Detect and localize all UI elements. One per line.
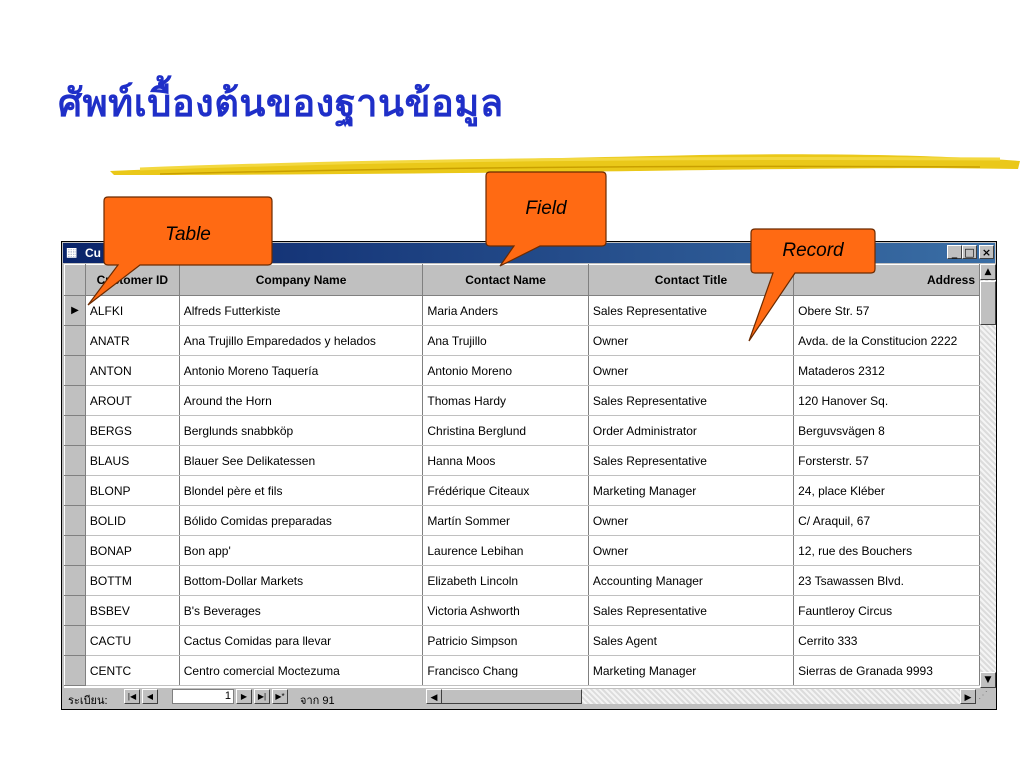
record-label: ระเบียน: bbox=[68, 695, 108, 707]
close-icon[interactable]: × bbox=[979, 245, 994, 259]
slide-title: ศัพท์เบื้องต้นของฐานข้อมูล bbox=[58, 81, 504, 125]
cell-company-name[interactable]: Blauer See Delikatessen bbox=[179, 446, 423, 476]
cell-address[interactable]: 24, place Kléber bbox=[794, 476, 980, 506]
cell-customer-id[interactable]: CACTU bbox=[85, 626, 179, 656]
cell-address[interactable]: Berguvsvägen 8 bbox=[794, 416, 980, 446]
cell-customer-id[interactable]: BLAUS bbox=[85, 446, 179, 476]
column-header-customer-id[interactable]: Customer ID bbox=[85, 265, 179, 296]
record-selector[interactable] bbox=[65, 626, 86, 656]
current-record-input[interactable]: 1 bbox=[172, 689, 234, 704]
cell-contact-name[interactable]: Laurence Lebihan bbox=[423, 536, 589, 566]
restore-icon[interactable]: □ bbox=[962, 245, 977, 259]
cell-contact-name[interactable]: Frédérique Citeaux bbox=[423, 476, 589, 506]
table-row[interactable] bbox=[65, 446, 980, 476]
cell-customer-id[interactable]: BERGS bbox=[85, 416, 179, 446]
cell-address[interactable]: Sierras de Granada 9993 bbox=[794, 656, 980, 686]
callout-table-bubble bbox=[80, 195, 280, 315]
record-selector[interactable] bbox=[65, 326, 86, 356]
cell-contact-name[interactable]: Christina Berglund bbox=[423, 416, 589, 446]
scroll-down-icon[interactable]: ▼ bbox=[980, 672, 996, 688]
first-record-icon[interactable]: |◀ bbox=[124, 689, 140, 704]
callout-table-label: Table bbox=[165, 224, 211, 245]
cell-address[interactable]: Cerrito 333 bbox=[794, 626, 980, 656]
table-row[interactable] bbox=[65, 506, 980, 536]
column-header-company-name[interactable]: Company Name bbox=[179, 265, 423, 296]
callout-field-label: Field bbox=[525, 198, 567, 219]
table-row[interactable] bbox=[65, 656, 980, 686]
callout-record-label: Record bbox=[782, 240, 844, 261]
vertical-scrollbar[interactable] bbox=[980, 264, 996, 688]
table-row[interactable] bbox=[65, 626, 980, 656]
cell-contact-title[interactable]: Marketing Manager bbox=[588, 656, 793, 686]
cell-address[interactable]: 12, rue des Bouchers bbox=[794, 536, 980, 566]
callout-field-bubble bbox=[480, 170, 620, 270]
cell-address[interactable]: Forsterstr. 57 bbox=[794, 446, 980, 476]
cell-contact-title[interactable]: Marketing Manager bbox=[588, 476, 793, 506]
horizontal-scroll-track[interactable] bbox=[582, 689, 960, 704]
cell-company-name[interactable]: Centro comercial Moctezuma bbox=[179, 656, 423, 686]
cell-company-name[interactable]: B's Beverages bbox=[179, 596, 423, 626]
minimize-icon[interactable]: _ bbox=[947, 245, 962, 259]
scroll-left-icon[interactable]: ◀ bbox=[426, 689, 442, 704]
record-selector[interactable] bbox=[65, 386, 86, 416]
cell-company-name[interactable]: Berglunds snabbköp bbox=[179, 416, 423, 446]
cell-contact-title[interactable]: Owner bbox=[588, 506, 793, 536]
cell-customer-id[interactable]: BONAP bbox=[85, 536, 179, 566]
record-selector[interactable] bbox=[65, 506, 86, 536]
cell-customer-id[interactable]: BLONP bbox=[85, 476, 179, 506]
table-row[interactable] bbox=[65, 596, 980, 626]
cell-customer-id[interactable]: BOLID bbox=[85, 506, 179, 536]
previous-record-icon[interactable]: ◀ bbox=[142, 689, 158, 704]
cell-contact-title[interactable]: Sales Agent bbox=[588, 626, 793, 656]
cell-company-name[interactable]: Antonio Moreno Taquería bbox=[179, 356, 423, 386]
record-selector[interactable] bbox=[65, 656, 86, 686]
cell-address[interactable]: Obere Str. 57 bbox=[794, 296, 980, 326]
next-record-icon[interactable]: ▶ bbox=[236, 689, 252, 704]
table-icon: ▦ bbox=[66, 245, 78, 259]
cell-company-name[interactable]: Around the Horn bbox=[179, 386, 423, 416]
cell-contact-title[interactable]: Sales Representative bbox=[588, 386, 793, 416]
horizontal-scroll-thumb[interactable] bbox=[426, 689, 582, 704]
table-row[interactable] bbox=[65, 356, 980, 386]
cell-contact-name[interactable]: Martín Sommer bbox=[423, 506, 589, 536]
record-navigation-bar bbox=[64, 688, 996, 706]
cell-contact-title[interactable]: Sales Representative bbox=[588, 296, 793, 326]
cell-contact-title[interactable]: Sales Representative bbox=[588, 446, 793, 476]
last-record-icon[interactable]: ▶| bbox=[254, 689, 270, 704]
cell-customer-id[interactable]: AROUT bbox=[85, 386, 179, 416]
record-selector[interactable] bbox=[65, 536, 86, 566]
cell-address[interactable]: 120 Hanover Sq. bbox=[794, 386, 980, 416]
cell-company-name[interactable]: Blondel père et fils bbox=[179, 476, 423, 506]
record-count: จาก 91 bbox=[300, 695, 335, 707]
record-selector[interactable] bbox=[65, 566, 86, 596]
table-row[interactable] bbox=[65, 536, 980, 566]
record-selector[interactable] bbox=[65, 476, 86, 506]
table-row[interactable] bbox=[65, 416, 980, 446]
new-record-icon[interactable]: ▶* bbox=[272, 689, 288, 704]
cell-company-name[interactable]: Bottom-Dollar Markets bbox=[179, 566, 423, 596]
scroll-thumb[interactable] bbox=[980, 281, 996, 325]
cell-contact-title[interactable]: Owner bbox=[588, 356, 793, 386]
cell-company-name[interactable]: Bólido Comidas preparadas bbox=[179, 506, 423, 536]
cell-contact-name[interactable]: Francisco Chang bbox=[423, 656, 589, 686]
cell-customer-id[interactable]: ANTON bbox=[85, 356, 179, 386]
cell-contact-title[interactable]: Sales Representative bbox=[588, 596, 793, 626]
cell-contact-name[interactable]: Hanna Moos bbox=[423, 446, 589, 476]
column-header-contact-title[interactable]: Contact Title bbox=[588, 265, 793, 296]
record-selector[interactable] bbox=[65, 446, 86, 476]
record-selector-arrow-icon[interactable]: ▶ bbox=[65, 296, 86, 326]
table-row[interactable] bbox=[65, 566, 980, 596]
cell-contact-name[interactable]: Victoria Ashworth bbox=[423, 596, 589, 626]
cell-address[interactable]: Mataderos 2312 bbox=[794, 356, 980, 386]
cell-company-name[interactable]: Bon app' bbox=[179, 536, 423, 566]
cell-address[interactable]: Avda. de la Constitucion 2222 bbox=[794, 326, 980, 356]
scroll-up-icon[interactable]: ▲ bbox=[980, 264, 996, 280]
cell-company-name[interactable]: Cactus Comidas para llevar bbox=[179, 626, 423, 656]
cell-contact-name[interactable]: Elizabeth Lincoln bbox=[423, 566, 589, 596]
cell-contact-name[interactable]: Maria Anders bbox=[423, 296, 589, 326]
column-header-contact-name[interactable]: Contact Name bbox=[423, 265, 589, 296]
resize-grip-icon[interactable]: ⋰ bbox=[978, 690, 988, 701]
cell-customer-id[interactable]: CENTC bbox=[85, 656, 179, 686]
cell-company-name[interactable]: Alfreds Futterkiste bbox=[179, 296, 423, 326]
cell-contact-name[interactable]: Thomas Hardy bbox=[423, 386, 589, 416]
table-row[interactable] bbox=[65, 386, 980, 416]
cell-contact-title[interactable]: Owner bbox=[588, 536, 793, 566]
cell-contact-name[interactable]: Patricio Simpson bbox=[423, 626, 589, 656]
cell-contact-title[interactable]: Accounting Manager bbox=[588, 566, 793, 596]
cell-address[interactable]: 23 Tsawassen Blvd. bbox=[794, 566, 980, 596]
cell-contact-name[interactable]: Ana Trujillo bbox=[423, 326, 589, 356]
cell-customer-id[interactable]: BOTTM bbox=[85, 566, 179, 596]
scroll-right-icon[interactable]: ▶ bbox=[960, 689, 976, 704]
cell-contact-name[interactable]: Antonio Moreno bbox=[423, 356, 589, 386]
cell-company-name[interactable]: Ana Trujillo Emparedados y helados bbox=[179, 326, 423, 356]
cell-address[interactable]: Fauntleroy Circus bbox=[794, 596, 980, 626]
record-selector[interactable] bbox=[65, 596, 86, 626]
record-selector[interactable] bbox=[65, 356, 86, 386]
cell-address[interactable]: C/ Araquil, 67 bbox=[794, 506, 980, 536]
column-header-address[interactable]: Address bbox=[794, 265, 980, 296]
cell-customer-id[interactable]: ANATR bbox=[85, 326, 179, 356]
cell-contact-title[interactable]: Owner bbox=[588, 326, 793, 356]
record-selector[interactable] bbox=[65, 416, 86, 446]
cell-contact-title[interactable]: Order Administrator bbox=[588, 416, 793, 446]
cell-customer-id[interactable]: ALFKI bbox=[85, 296, 179, 326]
cell-customer-id[interactable]: BSBEV bbox=[85, 596, 179, 626]
table-row[interactable] bbox=[65, 476, 980, 506]
window-title: Cu bbox=[85, 246, 101, 260]
